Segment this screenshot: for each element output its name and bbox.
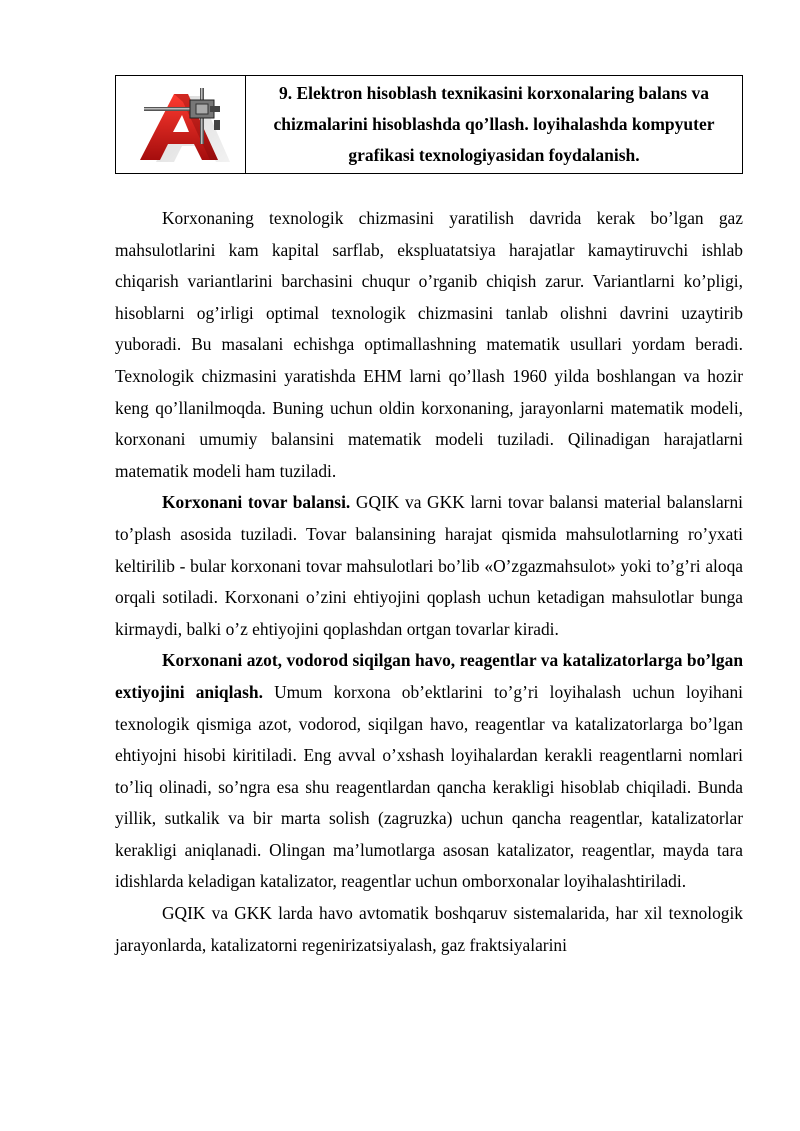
paragraph-2	[115, 487, 743, 645]
section-title: 9. Elektron hisoblash texnikasini korxonalaring balans va chizmalarini hisoblashda qo’llash. loyihalashda kompyuter grafikasi texnologiyasidan foydalanish.	[273, 83, 715, 165]
body-text	[115, 203, 743, 961]
logo-cell	[116, 76, 246, 173]
paragraph-1	[115, 203, 743, 487]
paragraph-text: Umum korxona ob’ektlarini to’g’ri loyihalash uchun loyihani texnologik qismiga azot, vodorod, siqilgan havo, reagentlar va katalizatorlarga bo’lgan ehtiyojni hisobi kiritiladi. Eng avval o’xshash loyihalardan kerakli reagentlarni nomlari to’liq olinadi, so’ngra esa shu reagentlardan qancha kerakligi hisoblab chiqiladi. Bunda yillik, sutkalik va bir marta solish (zagruzka) uchun qancha reagentlar, katalizatorlar kerakligi aniqlanadi. Olingan ma’lumotlarga asosan katalizator, reagentlar, mayda tara idishlarda keladigan katalizator, reagentlar uchun omborxonalar loyihalashtiriladi.	[115, 681, 743, 892]
autocad-logo-icon	[126, 82, 236, 168]
paragraph-text: GQIK va GKK larda havo avtomatik boshqaruv sistemalarida, har xil texnologik jarayonlarda, katalizatorni regenirizatsiyalash, gaz fraktsiyalarini	[115, 903, 743, 955]
paragraph-lead: Korxonani tovar balansi.	[162, 492, 351, 513]
paragraph-lead: Korxonani azot, vodorod siqilgan havo, reagentlar va katalizatorlarga bo’lgan extiyojini aniqlash.	[115, 650, 743, 702]
title-cell	[246, 76, 742, 173]
paragraph-3	[115, 645, 743, 898]
paragraph-4	[115, 898, 743, 961]
paragraph-text: GQIK va GKK larni tovar balansi material balanslarni to’plash asosida tuziladi. Tovar balansining harajat qismida mahsulotlarning ro’yxati keltirilib - bular korxonani tovar mahsulotlari bo’lib «O’zgazmahsulot» yoki to’g’ri aloqa orqali sotiladi. Korxonani o’zini ehtiyojini qoplash uchun ketadigan mahsulotlar bunga kirmaydi, balki o’z ehtiyojini qoplashdan ortgan tovarlar kiradi.	[115, 492, 743, 639]
paragraph-text: Korxonaning texnologik chizmasini yaratilish davrida kerak bo’lgan gaz mahsulotlarini kam kapital sarflab, ekspluatatsiya harajatlar kamaytiruvchi ishlab chiqarish variantlarini barchasini chuqur o’rganib chiqish zarur. Variantlarni ko’pligi, hisoblarni og’irligi optimal texnologik chizmasini tanlab olishni davrini uzaytirib yuboradi. Bu masalani echishga optimallashning matematik usullari yordam beradi. Texnologik chizmasini yaratishda EHM larni qo’llash 1960 yilda boshlangan va hozir keng qo’llanilmoqda. Buning uchun oldin korxonaning, jarayonlarni matematik modeli, korxonani umumiy balansini matematik modeli tuziladi. Qilinadigan harajatlarni matematik modeli ham tuziladi.	[115, 208, 743, 481]
header-table	[115, 75, 743, 174]
